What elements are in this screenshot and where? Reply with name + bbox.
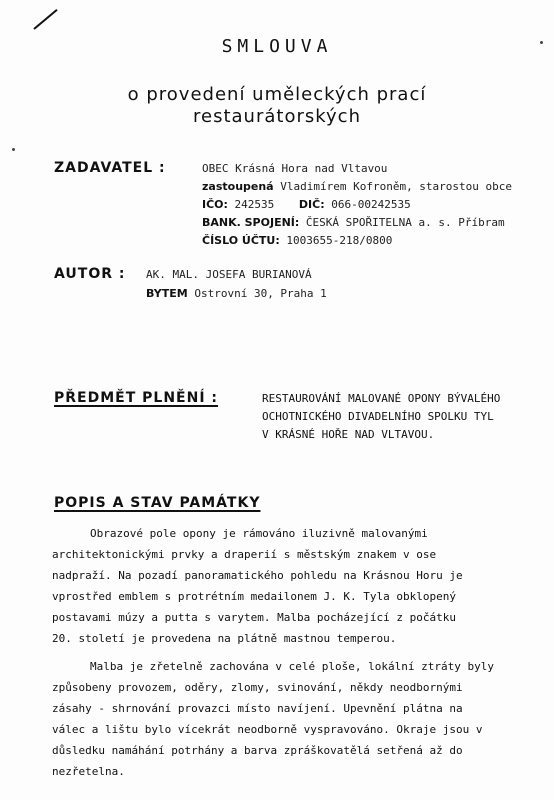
paragraph-line: důsledku namáhání potrhány a barva zpráškovatělá setřená až do bbox=[52, 744, 463, 757]
pen-slash-mark bbox=[33, 9, 57, 30]
account-value: 1003655-218/0800 bbox=[286, 234, 393, 247]
subject-label: PŘEDMĚT PLNĚNÍ : bbox=[54, 390, 219, 406]
author-address-label: BYTEM bbox=[146, 287, 188, 300]
client-represented-label: zastoupená bbox=[202, 180, 274, 193]
author-label: AUTOR : bbox=[54, 266, 126, 282]
client-name-value: OBEC Krásná Hora nad Vltavou bbox=[202, 162, 388, 175]
client-name bbox=[202, 162, 387, 175]
scan-speck bbox=[12, 148, 15, 151]
paragraph-line: postavami múzy a putta s varytem. Malba pocházející z počátku bbox=[52, 611, 456, 624]
paragraph-line: 20. století je provedena na plátně mastnou temperou. bbox=[52, 632, 397, 645]
paragraph-line: způsobeny provozem, oděry, zlomy, svinování, někdy neodbornými bbox=[52, 681, 463, 694]
client-represented-row bbox=[202, 180, 512, 193]
document-subtitle-line2: restaurátorských bbox=[193, 106, 361, 127]
paragraph-line: architektonickými prvky a draperií s městským znakem v ose bbox=[52, 548, 437, 561]
author-name-value: AK. MAL. JOSEFA BURIANOVÁ bbox=[146, 268, 312, 281]
paragraph-line: vprostřed emblem s protrétním medailonem J. K. Tyla obklopený bbox=[52, 590, 456, 603]
bank-label: BANK. SPOJENÍ: bbox=[202, 216, 300, 229]
author-address-value: Ostrovní 30, Praha 1 bbox=[194, 287, 327, 300]
paragraph-line: Obrazové pole opony je rámováno iluzivně malovanými bbox=[90, 527, 428, 540]
paragraph-line: nadpraží. Na pozadí panoramatického pohledu na Krásnou Horu je bbox=[52, 569, 463, 582]
dic-label: DIČ: bbox=[298, 198, 325, 211]
ico-value: 242535 bbox=[234, 198, 275, 211]
condition-paragraph-1 bbox=[52, 523, 518, 649]
client-account-row bbox=[202, 234, 392, 247]
paragraph-line: nezřetelna. bbox=[52, 765, 125, 778]
subject-line2: OCHOTNICKÉHO DIVADELNÍHO SPOLKU TYL bbox=[262, 410, 494, 423]
paragraph-line: válec a lištu bylo vícekrát neodborně vyspravováno. Okraje jsou v bbox=[52, 723, 483, 736]
condition-heading: POPIS A STAV PAMÁTKY bbox=[54, 495, 261, 511]
subject-line3: V KRÁSNÉ HOŘE NAD VLTAVOU. bbox=[262, 428, 435, 441]
document-subtitle-line1: o provedení uměleckých prací bbox=[127, 84, 427, 105]
account-label: ČÍSLO ÚČTU: bbox=[202, 234, 280, 247]
condition-paragraph-2 bbox=[52, 656, 518, 782]
client-bank-row bbox=[202, 216, 505, 229]
dic-value: 066-00242535 bbox=[331, 198, 411, 211]
author-name bbox=[146, 268, 312, 281]
client-ids-row bbox=[202, 198, 411, 211]
client-represented-value: Vladimírem Kofroněm, starostou obce bbox=[280, 180, 513, 193]
paragraph-line: Malba je zřetelně zachována v celé ploše, lokální ztráty byly bbox=[90, 660, 494, 673]
client-label: ZADAVATEL : bbox=[54, 160, 166, 176]
paragraph-line: zásahy - shrnování provazci místo navíjení. Upevnění plátna na bbox=[52, 702, 463, 715]
document-title: SMLOUVA bbox=[221, 36, 333, 57]
bank-value: ČESKÁ SPOŘITELNA a. s. Příbram bbox=[305, 216, 505, 229]
author-address-row bbox=[146, 287, 327, 300]
subject-line1: RESTAUROVÁNÍ MALOVANÉ OPONY BÝVALÉHO bbox=[262, 392, 501, 405]
ico-label: IČO: bbox=[202, 198, 228, 211]
